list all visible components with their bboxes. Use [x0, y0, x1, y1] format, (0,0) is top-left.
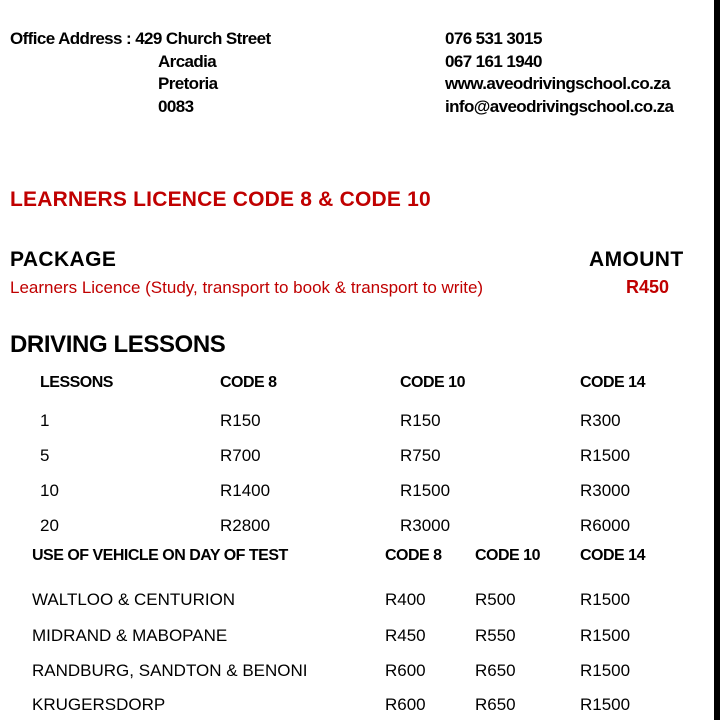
vehicle-price-code14: R1500: [580, 626, 631, 645]
lesson-count: 10: [40, 481, 59, 500]
lesson-price-code8: R1400: [220, 481, 271, 500]
code14-col-header: CODE 14: [580, 374, 645, 391]
vehicle-price-code10: R500: [475, 590, 516, 609]
vehicle-code14-col-header: CODE 14: [580, 547, 645, 564]
lesson-price-code14: R1500: [580, 446, 631, 465]
code8-col-header: CODE 8: [220, 374, 277, 391]
amount-header: AMOUNT: [589, 248, 684, 271]
vehicle-price-code8: R400: [385, 590, 426, 609]
email-link: info@aveodrivingschool.co.za: [445, 97, 674, 116]
vehicle-price-code14: R1500: [580, 695, 631, 714]
lesson-price-code14: R6000: [580, 516, 631, 535]
lesson-price-code14: R3000: [580, 481, 631, 500]
package-amount: R450: [626, 277, 670, 297]
vehicle-use-col-header: USE OF VEHICLE ON DAY OF TEST: [32, 547, 288, 564]
vehicle-price-code8: R600: [385, 695, 426, 714]
lesson-price-code10: R150: [400, 411, 441, 430]
lesson-price-code8: R700: [220, 446, 261, 465]
code10-col-header: CODE 10: [400, 374, 465, 391]
vehicle-price-code8: R450: [385, 626, 426, 645]
vehicle-price-code10: R650: [475, 661, 516, 680]
address-line: Pretoria: [158, 74, 218, 93]
website-link: www.aveodrivingschool.co.za: [445, 74, 671, 93]
lesson-price-code8: R2800: [220, 516, 271, 535]
test-area: RANDBURG, SANDTON & BENONI: [32, 661, 308, 680]
right-edge-bar: [714, 0, 720, 720]
test-area: WALTLOO & CENTURION: [32, 590, 236, 609]
lesson-count: 5: [40, 446, 50, 465]
phone-number: 067 161 1940: [445, 52, 542, 71]
vehicle-code10-col-header: CODE 10: [475, 547, 540, 564]
lesson-count: 20: [40, 516, 59, 535]
lesson-price-code10: R3000: [400, 516, 451, 535]
vehicle-price-code14: R1500: [580, 590, 631, 609]
lesson-price-code10: R750: [400, 446, 441, 465]
test-area: KRUGERSDORP: [32, 695, 166, 714]
vehicle-price-code10: R550: [475, 626, 516, 645]
vehicle-price-code10: R650: [475, 695, 516, 714]
package-description: Learners Licence (Study, transport to book & transport to write): [10, 278, 484, 297]
lesson-price-code14: R300: [580, 411, 621, 430]
driving-lessons-title: DRIVING LESSONS: [10, 331, 226, 358]
lessons-col-header: LESSONS: [40, 374, 113, 391]
learners-licence-title: LEARNERS LICENCE CODE 8 & CODE 10: [10, 188, 431, 211]
vehicle-code8-col-header: CODE 8: [385, 547, 442, 564]
lesson-count: 1: [40, 411, 50, 430]
package-header: PACKAGE: [10, 248, 117, 271]
phone-number: 076 531 3015: [445, 29, 542, 48]
address-line: Arcadia: [158, 52, 217, 71]
test-area: MIDRAND & MABOPANE: [32, 626, 228, 645]
vehicle-price-code8: R600: [385, 661, 426, 680]
vehicle-price-code14: R1500: [580, 661, 631, 680]
office-address-label: Office Address : 429 Church Street: [10, 29, 271, 48]
lesson-price-code8: R150: [220, 411, 261, 430]
lesson-price-code10: R1500: [400, 481, 451, 500]
address-line: 0083: [158, 97, 194, 116]
